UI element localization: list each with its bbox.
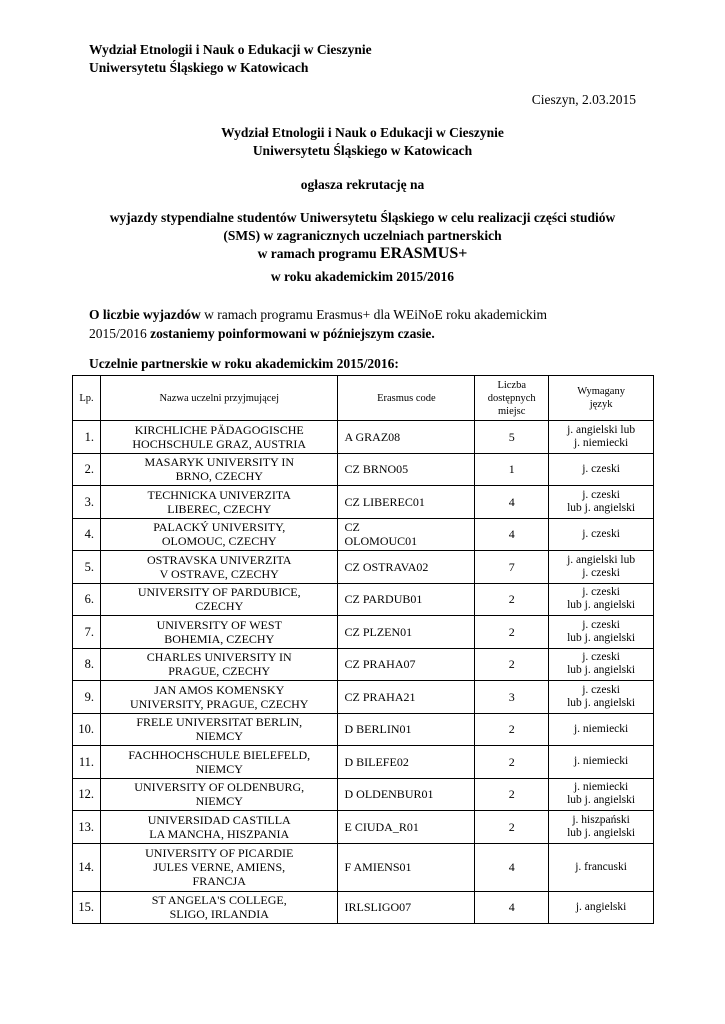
required-language (549, 421, 654, 454)
available-places: 5 (475, 421, 549, 454)
university-name-line: V OSTRAVE, CZECHY (159, 566, 279, 581)
erasmus-code (338, 681, 475, 714)
erasmus-code-line: F AMIENS01 (344, 860, 412, 874)
row-number: 15. (73, 891, 101, 924)
university-name-line: FACHHOCHSCHULE BIELEFELD, (128, 747, 311, 762)
required-language-line: j. czeski (582, 683, 620, 696)
table-row (73, 453, 654, 486)
erasmus-code-line: D OLDENBUR01 (344, 787, 434, 802)
university-name-line: BOHEMIA, CZECHY (164, 631, 275, 646)
row-number: 3. (73, 486, 101, 519)
university-name (100, 421, 338, 454)
subject-line1: wyjazdy stypendialne studentów Uniwersytetu Śląskiego w celu realizacji części studiów (109, 210, 616, 225)
available-places: 2 (475, 648, 549, 681)
table-row (73, 486, 654, 519)
required-language (549, 843, 654, 891)
row-number: 1. (73, 421, 101, 454)
row-number: 10. (73, 713, 101, 746)
university-name-line: PALACKÝ UNIVERSITY, (153, 520, 286, 535)
university-name-line: KIRCHLICHE PÄDAGOGISCHE (134, 422, 304, 437)
required-language (549, 453, 654, 486)
table-row (73, 648, 654, 681)
required-language-line: j. niemiecki (573, 722, 629, 735)
erasmus-code (338, 843, 475, 891)
subject-line3 (70, 245, 655, 263)
faculty-header-line1: Wydział Etnologii i Nauk o Edukacji w Cieszynie (89, 42, 372, 57)
required-language (549, 518, 654, 551)
university-name (100, 616, 338, 649)
announcement-organization (70, 124, 655, 160)
available-places: 3 (475, 681, 549, 714)
required-language (549, 713, 654, 746)
required-language-line: lub j. angielski (567, 826, 636, 839)
available-places: 2 (475, 778, 549, 811)
erasmus-code (338, 713, 475, 746)
university-name-line: JAN AMOS KOMENSKY (154, 682, 285, 697)
university-name (100, 648, 338, 681)
available-places: 4 (475, 518, 549, 551)
announces-text: ogłasza rekrutację na (300, 177, 425, 192)
available-places: 4 (475, 486, 549, 519)
required-language-line: j. czeski (582, 462, 620, 475)
erasmus-code (338, 453, 475, 486)
erasmus-code-line: CZ OSTRAVA02 (344, 559, 429, 574)
table-row (73, 681, 654, 714)
university-name-line: UNIVERSITY OF OLDENBURG, (134, 780, 305, 795)
university-name-line: LA MANCHA, HISZPANIA (149, 826, 290, 841)
erasmus-code-line: CZ PLZEN01 (344, 624, 413, 639)
row-number: 14. (73, 843, 101, 891)
university-name-line: PRAGUE, CZECHY (168, 664, 271, 679)
university-name (100, 486, 338, 519)
university-name-line: SLIGO, IRLANDIA (169, 907, 269, 922)
row-number: 7. (73, 616, 101, 649)
university-name-line: NIEMCY (195, 794, 243, 809)
university-name (100, 811, 338, 844)
table-header-row (73, 376, 654, 421)
erasmus-code-line: CZ PRAHA21 (344, 689, 416, 704)
required-language-line: j. niemiecki (573, 781, 629, 794)
university-name-line: LIBEREC, CZECHY (167, 501, 272, 516)
required-language-line: j. czeski (582, 488, 620, 501)
erasmus-code (338, 551, 475, 584)
header-places-line: Liczba (497, 379, 526, 391)
row-number: 2. (73, 453, 101, 486)
erasmus-code (338, 891, 475, 924)
row-number: 12. (73, 778, 101, 811)
organization-line1: Wydział Etnologii i Nauk o Edukacji w Cieszynie (221, 125, 504, 140)
erasmus-code-line: CZ BRNO05 (344, 462, 409, 477)
faculty-header (89, 41, 372, 77)
university-name-line: ST ANGELA'S COLLEGE, (151, 893, 287, 908)
university-name-line: HOCHSCHULE GRAZ, AUSTRIA (132, 436, 307, 451)
required-language-line: j. czeski (582, 566, 620, 579)
erasmus-code-line: D BERLIN01 (344, 722, 412, 737)
required-language-line: lub j. angielski (567, 501, 636, 514)
header-places-line: dostępnych (487, 392, 536, 404)
program-name: ERASMUS+ (380, 245, 468, 262)
university-name-line: FRANCJA (192, 874, 246, 888)
required-language-line: j. czeski (582, 618, 620, 631)
available-places: 1 (475, 453, 549, 486)
available-places: 2 (475, 583, 549, 616)
table-row (73, 746, 654, 779)
university-name-line: CZECHY (195, 599, 244, 614)
university-name (100, 746, 338, 779)
available-places: 4 (475, 843, 549, 891)
required-language-line: j. hiszpański (572, 813, 630, 826)
required-language (549, 811, 654, 844)
paragraph-year: 2015/2016 (89, 326, 151, 341)
erasmus-code-line: CZ (344, 520, 360, 535)
info-paragraph (89, 305, 638, 343)
row-number: 9. (73, 681, 101, 714)
university-name-line: OSTRAVSKA UNIVERZITA (146, 552, 292, 567)
header-name: Nazwa uczelni przyjmującej (100, 376, 338, 421)
announcement-subject (70, 209, 655, 263)
required-language-line: lub j. angielski (567, 599, 636, 612)
university-name (100, 583, 338, 616)
erasmus-code-line: A GRAZ08 (344, 429, 401, 444)
required-language (549, 486, 654, 519)
paragraph-mid: w ramach programu Erasmus+ dla WEiNoE roku akademickim (200, 307, 547, 322)
available-places: 2 (475, 746, 549, 779)
erasmus-code (338, 486, 475, 519)
university-name (100, 518, 338, 551)
required-language (549, 616, 654, 649)
required-language (549, 551, 654, 584)
university-name-line: UNIVERSITY, PRAGUE, CZECHY (130, 696, 309, 711)
table-row (73, 518, 654, 551)
university-name (100, 551, 338, 584)
erasmus-code (338, 421, 475, 454)
university-name (100, 778, 338, 811)
university-name-line: MASARYK UNIVERSITY IN (144, 455, 295, 470)
available-places: 2 (475, 811, 549, 844)
university-name-line: UNIVERSITY OF PARDUBICE, (137, 585, 301, 600)
table-row (73, 421, 654, 454)
erasmus-code (338, 616, 475, 649)
partner-universities-table (72, 375, 654, 924)
required-language-line: lub j. angielski (567, 696, 636, 709)
erasmus-code-line: D BILEFE02 (344, 754, 409, 769)
erasmus-code (338, 746, 475, 779)
table-row (73, 843, 654, 891)
required-language-line: j. angielski lub (567, 553, 636, 566)
university-name-line: UNIVERSITY OF WEST (156, 617, 282, 632)
required-language (549, 583, 654, 616)
available-places: 4 (475, 891, 549, 924)
row-number: 13. (73, 811, 101, 844)
erasmus-code (338, 811, 475, 844)
erasmus-code-line: CZ PARDUB01 (344, 592, 423, 607)
required-language (549, 778, 654, 811)
required-language-line: j. angielski (575, 900, 627, 913)
header-code: Erasmus code (338, 376, 475, 421)
university-name-line: NIEMCY (195, 761, 243, 776)
required-language-line: j. czeski (582, 527, 620, 540)
erasmus-code-line: OLOMOUC01 (344, 534, 418, 549)
erasmus-code (338, 518, 475, 551)
university-name (100, 681, 338, 714)
university-name-line: CHARLES UNIVERSITY IN (146, 650, 292, 665)
table-row (73, 616, 654, 649)
erasmus-code-line: IRLSLIGO07 (344, 900, 412, 915)
table-title: Uczelnie partnerskie w roku akademickim 2015/2016: (89, 356, 399, 371)
university-name (100, 891, 338, 924)
required-language (549, 681, 654, 714)
university-name-line: JULES VERNE, AMIENS, (153, 860, 286, 874)
erasmus-code (338, 778, 475, 811)
table-row (73, 583, 654, 616)
university-name (100, 453, 338, 486)
header-lp: Lp. (73, 376, 101, 421)
erasmus-code-line: E CIUDA_R01 (344, 819, 419, 834)
header-language-line: Wymagany (577, 386, 625, 397)
erasmus-code (338, 648, 475, 681)
university-name-line: BRNO, CZECHY (175, 469, 263, 484)
required-language-line: lub j. angielski (567, 631, 636, 644)
university-name-line: UNIVERSITY OF PICARDIE (145, 846, 294, 860)
table-body (73, 421, 654, 924)
paragraph-bold-end: zostaniemy poinformowani w późniejszym czasie. (150, 326, 435, 341)
document-date: Cieszyn, 2.03.2015 (531, 92, 636, 107)
academic-year-line: w roku akademickim 2015/2016 (270, 269, 455, 284)
required-language-line: j. czeski (582, 651, 620, 664)
required-language-line: lub j. angielski (567, 794, 636, 807)
paragraph-line2 (89, 324, 638, 343)
university-name-line: FRELE UNIVERSITAT BERLIN, (136, 715, 303, 730)
table-row (73, 551, 654, 584)
required-language-line: j. czeski (582, 586, 620, 599)
required-language (549, 746, 654, 779)
university-name-line: NIEMCY (195, 729, 243, 744)
required-language (549, 648, 654, 681)
required-language-line: lub j. angielski (567, 664, 636, 677)
header-language-line: język (589, 399, 613, 410)
university-name (100, 713, 338, 746)
table-row (73, 778, 654, 811)
available-places: 7 (475, 551, 549, 584)
erasmus-code (338, 583, 475, 616)
available-places: 2 (475, 713, 549, 746)
row-number: 6. (73, 583, 101, 616)
paragraph-bold-start: O liczbie wyjazdów (89, 307, 201, 322)
university-name-line: TECHNICKA UNIVERZITA (147, 487, 291, 502)
required-language-line: j. niemiecki (573, 436, 629, 449)
row-number: 11. (73, 746, 101, 779)
faculty-header-line2: Uniwersytetu Śląskiego w Katowicach (89, 60, 309, 75)
program-prefix: w ramach programu (257, 246, 377, 261)
available-places: 2 (475, 616, 549, 649)
university-name-line: OLOMOUC, CZECHY (161, 534, 277, 549)
header-language (549, 376, 654, 421)
required-language-line: j. angielski lub (567, 423, 636, 436)
required-language-line: j. niemiecki (573, 755, 629, 768)
university-name-line: UNIVERSIDAD CASTILLA (147, 812, 291, 827)
row-number: 5. (73, 551, 101, 584)
header-places (475, 376, 549, 421)
organization-line2: Uniwersytetu Śląskiego w Katowicach (252, 143, 473, 158)
row-number: 4. (73, 518, 101, 551)
erasmus-code-line: CZ LIBEREC01 (344, 494, 425, 509)
university-name (100, 843, 338, 891)
required-language (549, 891, 654, 924)
table-row (73, 891, 654, 924)
required-language-line: j. francuski (575, 860, 627, 873)
header-places-line: miejsc (498, 405, 526, 417)
table-row (73, 713, 654, 746)
subject-line2: (SMS) w zagranicznych uczelniach partnerskich (223, 228, 502, 243)
row-number: 8. (73, 648, 101, 681)
erasmus-code-line: CZ PRAHA07 (344, 657, 416, 672)
table-row (73, 811, 654, 844)
